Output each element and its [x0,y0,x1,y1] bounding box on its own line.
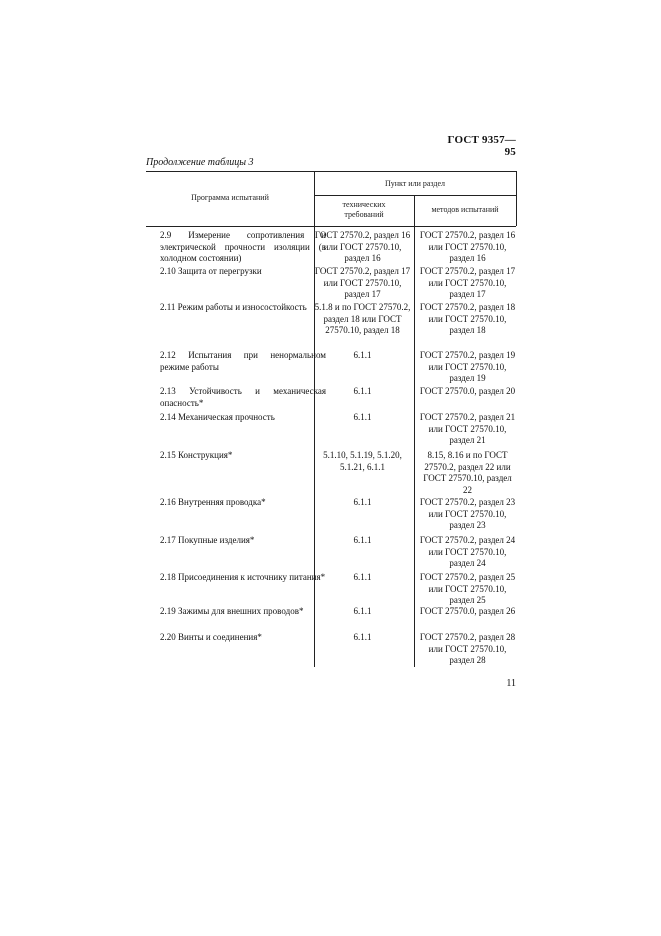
table-continuation-caption: Продолжение таблицы 3 [146,157,254,168]
methods-cell: ГОСТ 27570.2, раздел 19 или ГОСТ 27570.10, раздел 19 [419,350,516,383]
methods-cell: ГОСТ 27570.2, раздел 16 или ГОСТ 27570.10, раздел 16 [419,230,516,263]
methods-cell: 8.15, 8.16 и по ГОСТ 27570.2, раздел 22 или ГОСТ 27570.10, раздел 22 [423,450,512,495]
standard-code: ГОСТ 9357—95 [447,134,516,158]
program-cell: 2.18 Присоединения к источнику питания* [160,572,326,582]
tech-cell: 6.1.1 [353,497,372,507]
header-section-group: Пункт или раздел [384,179,446,188]
tech-cell: 6.1.1 [353,632,372,642]
methods-cell: ГОСТ 27570.2, раздел 17 или ГОСТ 27570.10, раздел 17 [419,266,516,299]
program-cell: 2.13 Устойчивость и механическая опасность* [160,386,326,408]
header-test-methods: методов испытаний [431,205,499,214]
tech-cell: 5.1.10, 5.1.19, 5.1.20, 5.1.21, 6.1.1 [323,450,402,472]
tech-cell: 5.1.8 и по ГОСТ 27570.2, раздел 18 или ГОСТ 27570.10, раздел 18 [314,302,411,335]
program-cell: 2.20 Винты и соединения* [160,632,262,642]
methods-cell: ГОСТ 27570.2, раздел 23 или ГОСТ 27570.10, раздел 23 [419,497,516,530]
table-top-border [146,171,516,172]
tech-cell: 6.1.1 [353,350,372,360]
methods-cell: ГОСТ 27570.2, раздел 21 или ГОСТ 27570.10, раздел 21 [419,412,516,445]
tech-cell: ГОСТ 27570.2, раздел 16 или ГОСТ 27570.10, раздел 16 [314,230,411,263]
tech-cell: 6.1.1 [353,386,372,396]
page-number: 11 [506,678,516,689]
methods-cell: ГОСТ 27570.0, раздел 20 [419,386,516,396]
tech-cell: ГОСТ 27570.2, раздел 17 или ГОСТ 27570.10, раздел 17 [314,266,411,299]
tech-cell: 6.1.1 [353,572,372,582]
methods-cell: ГОСТ 27570.2, раздел 25 или ГОСТ 27570.10, раздел 25 [419,572,516,605]
methods-cell: ГОСТ 27570.0, раздел 26 [419,606,516,616]
tech-cell: 6.1.1 [353,606,372,616]
program-cell: 2.12 Испытания при ненормальном режиме работы [160,350,326,372]
program-cell: 2.19 Зажимы для внешних проводов* [160,606,304,616]
tech-cell: 6.1.1 [353,535,372,545]
methods-cell: ГОСТ 27570.2, раздел 24 или ГОСТ 27570.10, раздел 24 [419,535,516,568]
header-program: Программа испытаний [191,193,269,202]
header-group-divider [314,195,516,196]
table-right-border [516,171,517,226]
header-bottom-border [146,226,516,227]
program-cell: 2.11 Режим работы и износостойкость [160,302,307,312]
program-cell: 2.16 Внутренняя проводка* [160,497,266,507]
program-cell: 2.15 Конструкция* [160,450,233,460]
program-cell: 2.10 Защита от перегрузки [160,266,262,276]
program-cell: 2.17 Покупные изделия* [160,535,255,545]
test-program-table [146,171,516,667]
header-tech-requirements: технических требований [342,200,386,219]
program-cell: 2.14 Механическая прочность [160,412,275,422]
program-cell: 2.9 Измерение сопротивления и электрической прочности изоляции (в холодном состоянии) [160,230,326,263]
methods-cell: ГОСТ 27570.2, раздел 18 или ГОСТ 27570.10, раздел 18 [419,302,516,335]
methods-cell: ГОСТ 27570.2, раздел 28 или ГОСТ 27570.10, раздел 28 [419,632,516,665]
tech-cell: 6.1.1 [353,412,372,422]
column-divider-2 [414,195,415,667]
